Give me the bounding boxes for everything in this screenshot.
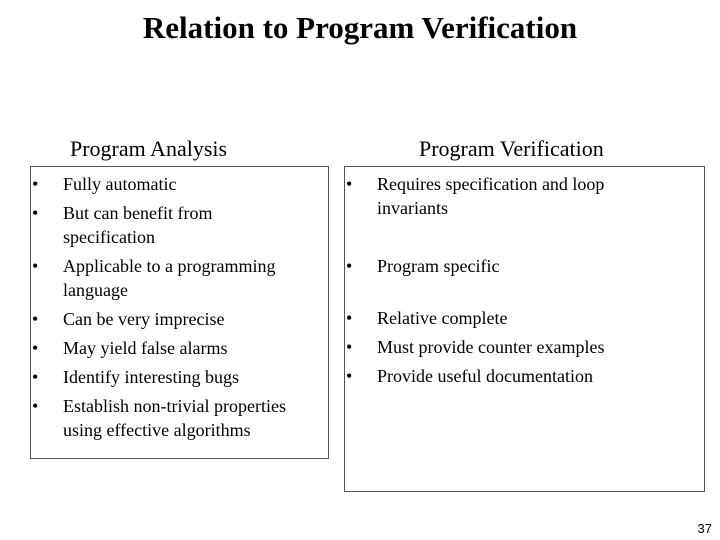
list-item: [344, 254, 644, 278]
list-item-text: Must provide counter examples: [377, 337, 605, 357]
bullet-icon: •: [32, 203, 39, 223]
right-column-heading: Program Verification: [419, 136, 604, 161]
list-item-text: But can benefit from specification: [63, 203, 213, 247]
list-item: [30, 336, 320, 360]
list-item-text: May yield false alarms: [63, 338, 228, 358]
bullet-icon: •: [346, 256, 353, 276]
bullet-icon: •: [32, 367, 39, 387]
program-verification-list: [344, 172, 644, 388]
list-item-text: Fully automatic: [63, 174, 177, 194]
list-item: [30, 365, 320, 389]
bullet-icon: •: [32, 396, 39, 416]
bullet-icon: •: [346, 337, 353, 357]
bullet-icon: •: [32, 309, 39, 329]
bullet-icon: •: [32, 256, 39, 276]
left-column-heading: Program Analysis: [70, 136, 228, 161]
list-item-text: Requires specification and loop invariants: [377, 174, 605, 218]
slide-title: Relation to Program Verification: [142, 10, 578, 45]
list-item: [344, 306, 644, 330]
bullet-icon: •: [346, 308, 353, 328]
list-item-text: Program specific: [377, 256, 500, 276]
bullet-icon: •: [346, 366, 353, 386]
list-item-text: Applicable to a programming language: [63, 256, 276, 300]
list-item-text: Relative complete: [377, 308, 508, 328]
list-item: [30, 172, 320, 196]
list-item: [30, 394, 320, 442]
list-item: [30, 307, 320, 331]
list-item: [344, 364, 644, 388]
page-number: 37: [697, 521, 712, 536]
list-item-text: Establish non-trivial properties using effective algorithms: [63, 396, 286, 440]
list-item-text: Provide useful documentation: [377, 366, 593, 386]
program-analysis-list: [30, 172, 320, 442]
list-item: [344, 335, 644, 359]
list-item-text: Identify interesting bugs: [63, 367, 239, 387]
bullet-icon: •: [346, 174, 353, 194]
list-item: [30, 201, 273, 249]
bullet-icon: •: [32, 338, 39, 358]
list-item-text: Can be very imprecise: [63, 309, 225, 329]
list-item: [30, 254, 341, 302]
list-item: [344, 172, 645, 220]
bullet-icon: •: [32, 174, 39, 194]
